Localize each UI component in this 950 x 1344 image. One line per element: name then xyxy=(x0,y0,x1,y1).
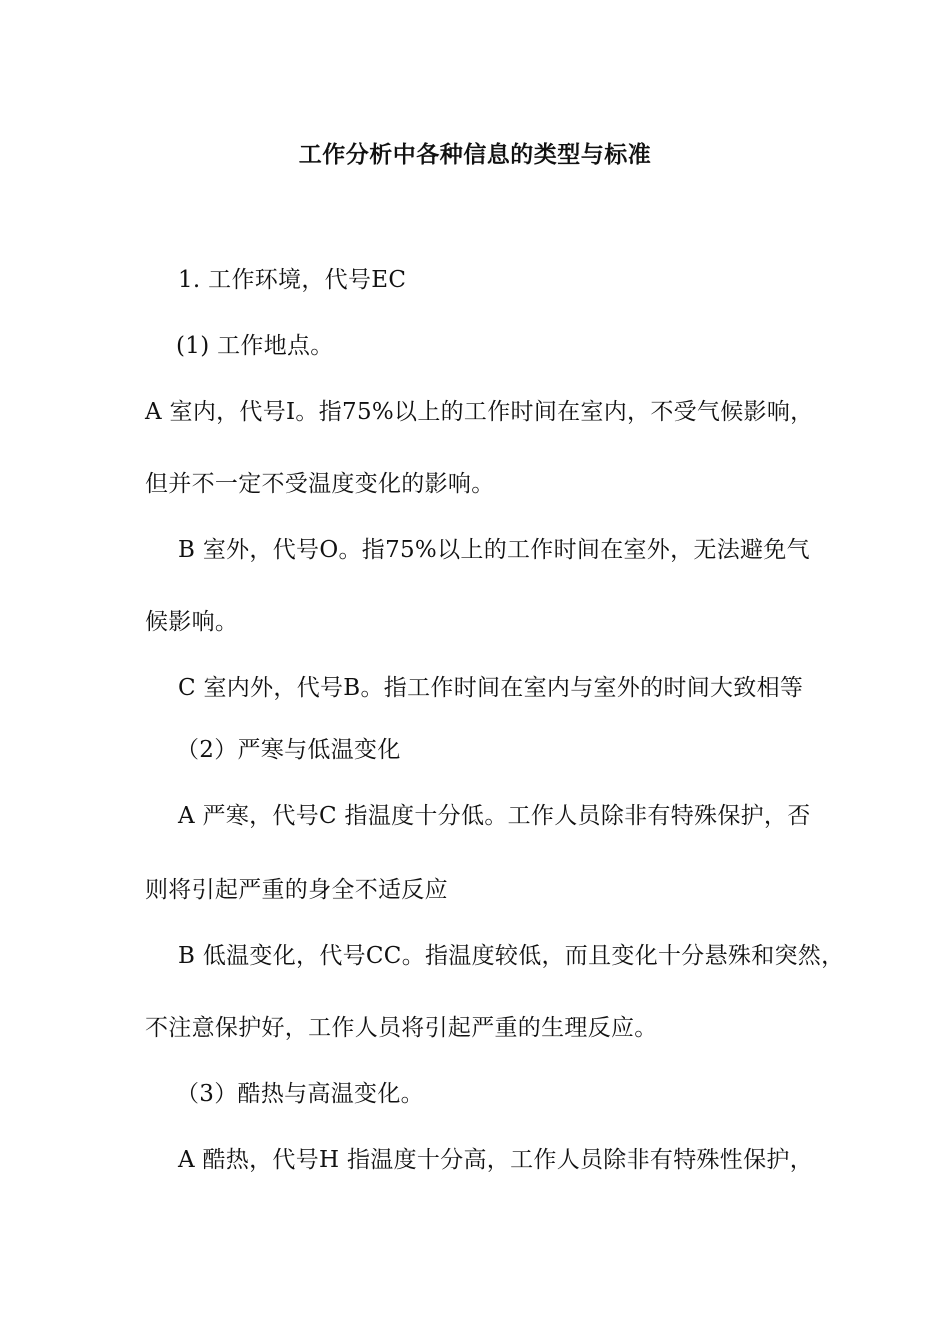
document-title: 工作分析中各种信息的类型与标准 xyxy=(298,141,652,168)
paragraph-line: 则将引起严重的身全不适反应 xyxy=(145,877,448,903)
paragraph-line: A 室内，代号I。指75%以上的工作时间在室内，不受气候影响， xyxy=(145,399,814,425)
paragraph-line: 不注意保护好，工作人员将引起严重的生理反应。 xyxy=(145,1015,658,1041)
paragraph-line: 候影响。 xyxy=(145,609,239,635)
paragraph-line: C 室内外，代号B。指工作时间在室内与室外的时间大致相等 xyxy=(178,675,804,701)
subsection-heading-extreme-heat: （3）酷热与高温变化。 xyxy=(176,1081,424,1107)
paragraph-line: B 低温变化，代号CC。指温度较低，而且变化十分悬殊和突然， xyxy=(178,943,845,969)
subsection-heading-severe-cold: （2）严寒与低温变化 xyxy=(176,737,401,763)
paragraph-line: B 室外，代号O。指75%以上的工作时间在室外，无法避免气 xyxy=(178,537,810,563)
paragraph-line: A 酷热，代号H 指温度十分高，工作人员除非有特殊性保护， xyxy=(178,1147,813,1173)
section-heading-work-environment: 1. 工作环境，代号EC xyxy=(178,267,407,293)
subsection-heading-work-location: (1) 工作地点。 xyxy=(176,333,334,359)
paragraph-line: 但并不一定不受温度变化的影响。 xyxy=(145,471,495,497)
paragraph-line: A 严寒，代号C 指温度十分低。工作人员除非有特殊保护，否 xyxy=(178,803,811,829)
